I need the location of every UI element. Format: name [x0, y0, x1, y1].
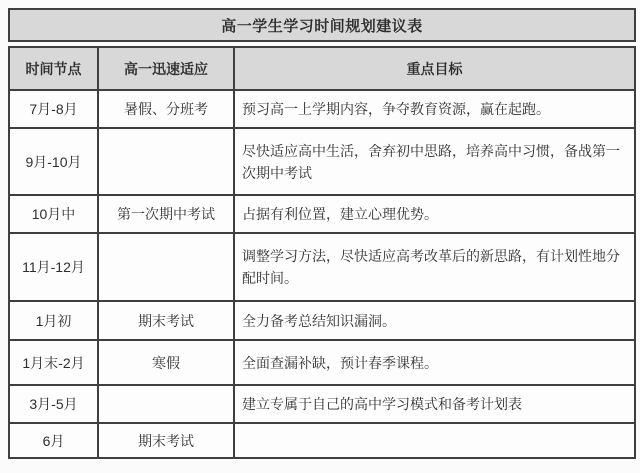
cell-phase	[98, 385, 234, 423]
table-row	[9, 233, 635, 301]
column-header-goal: 重点目标	[234, 47, 635, 90]
cell-phase	[98, 233, 234, 301]
table-title: 高一学生学习时间规划建议表	[8, 8, 636, 42]
cell-goal	[234, 423, 635, 458]
cell-time: 1月初	[9, 301, 98, 340]
cell-goal: 尽快适应高中生活，舍弃初中思路，培养高中习惯，备战第一次期中考试	[234, 128, 635, 195]
cell-time: 6月	[9, 423, 98, 458]
column-header-phase: 高一迅速适应	[98, 47, 234, 90]
table-row	[9, 385, 635, 423]
cell-phase: 第一次期中考试	[98, 195, 234, 233]
cell-phase	[98, 128, 234, 195]
planning-table-sheet	[8, 8, 636, 459]
planning-table	[8, 46, 636, 459]
cell-phase: 期末考试	[98, 423, 234, 458]
cell-time: 11月-12月	[9, 233, 98, 301]
cell-goal: 全面查漏补缺，预计春季课程。	[234, 340, 635, 385]
header-row	[9, 47, 635, 90]
cell-phase: 暑假、分班考	[98, 90, 234, 128]
table-row	[9, 128, 635, 195]
cell-time: 9月-10月	[9, 128, 98, 195]
cell-goal: 调整学习方法，尽快适应高考改革后的新思路，有计划性地分配时间。	[234, 233, 635, 301]
cell-goal: 占据有利位置，建立心理优势。	[234, 195, 635, 233]
table-row	[9, 90, 635, 128]
cell-goal: 全力备考总结知识漏洞。	[234, 301, 635, 340]
cell-goal: 建立专属于自己的高中学习模式和备考计划表	[234, 385, 635, 423]
cell-phase: 期末考试	[98, 301, 234, 340]
cell-time: 3月-5月	[9, 385, 98, 423]
cell-time: 7月-8月	[9, 90, 98, 128]
table-row	[9, 423, 635, 458]
column-header-time: 时间节点	[9, 47, 98, 90]
table-row	[9, 340, 635, 385]
cell-phase: 寒假	[98, 340, 234, 385]
table-row	[9, 195, 635, 233]
cell-time: 10月中	[9, 195, 98, 233]
cell-goal: 预习高一上学期内容，争夺教育资源，赢在起跑。	[234, 90, 635, 128]
cell-time: 1月末-2月	[9, 340, 98, 385]
table-row	[9, 301, 635, 340]
